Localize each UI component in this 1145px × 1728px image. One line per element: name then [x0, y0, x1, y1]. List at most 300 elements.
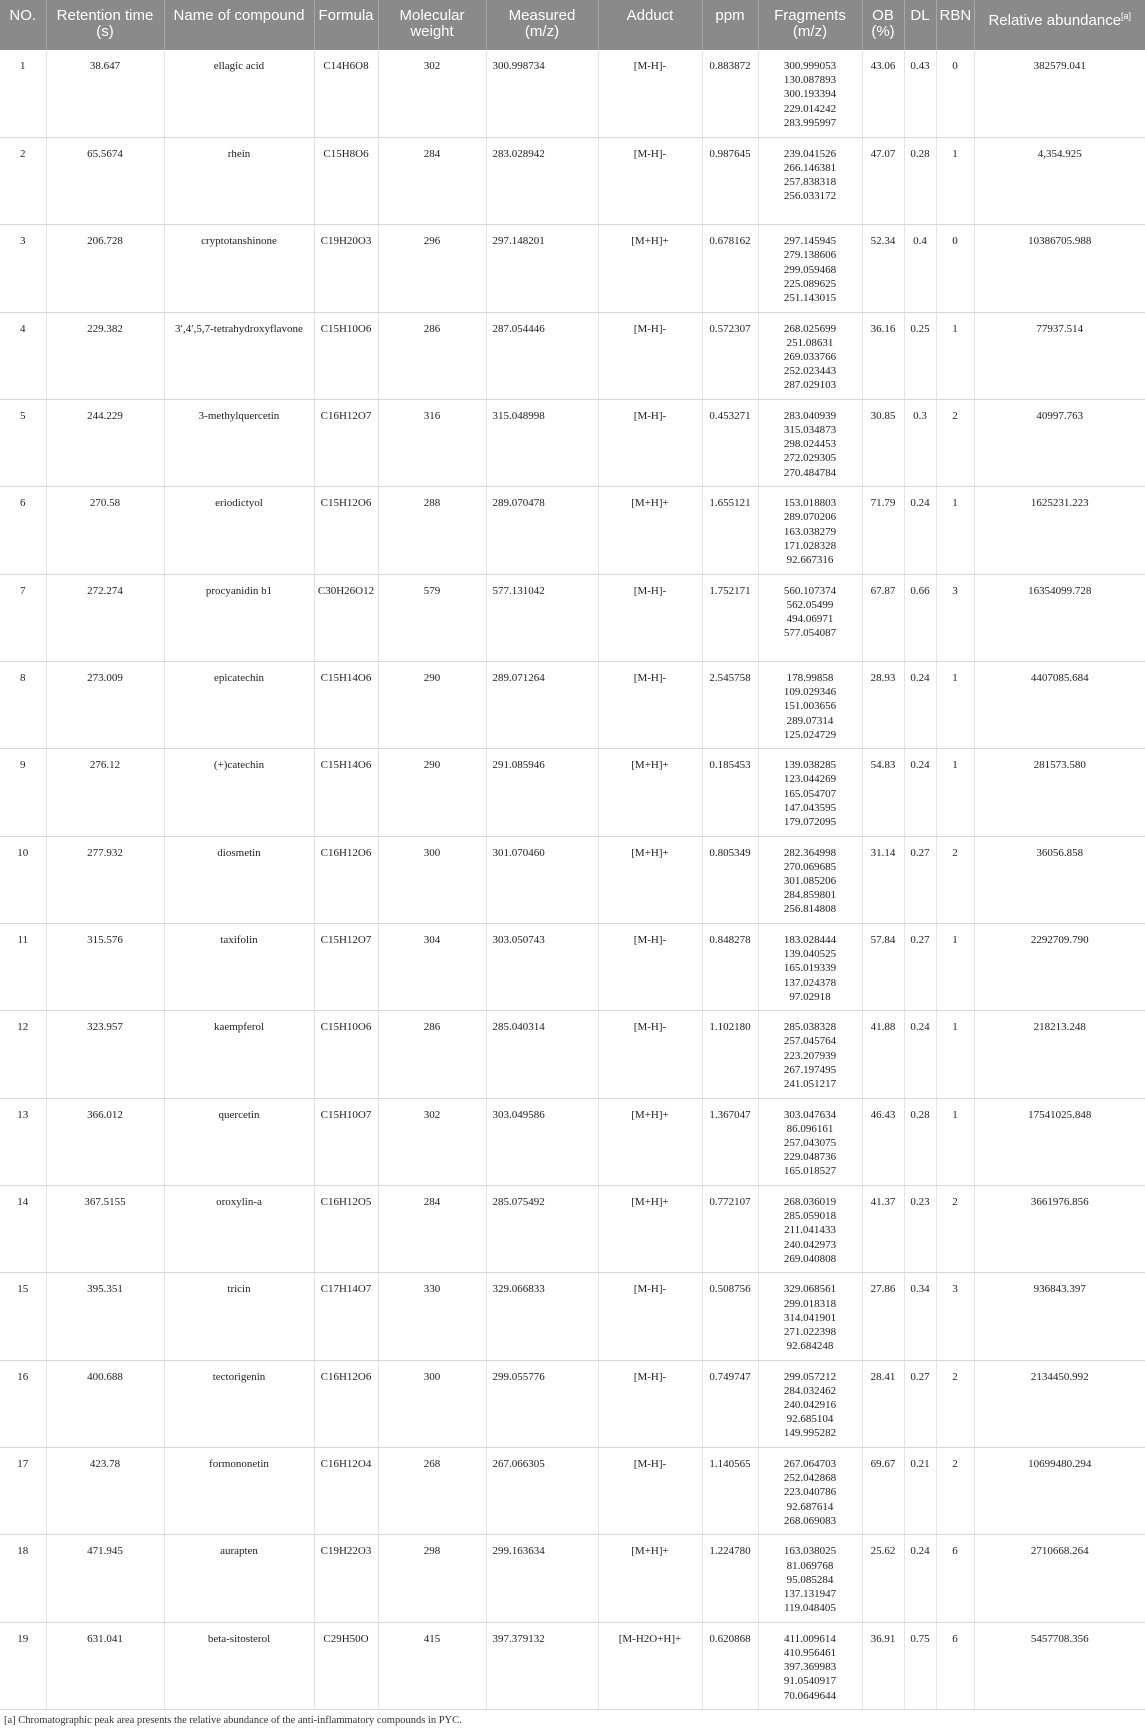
cell-compound-name: taxifolin: [164, 923, 314, 1010]
cell-no: 6: [0, 487, 46, 574]
cell-dl: 0.27: [904, 1360, 936, 1447]
fragment-value: 171.028328: [783, 539, 837, 552]
fragment-value: 285.059018: [783, 1210, 837, 1223]
fragment-value: 269.040808: [783, 1252, 837, 1265]
fragment-value: 225.089625: [783, 277, 837, 290]
fragment-value: 165.018527: [783, 1165, 837, 1178]
cell-formula: C14H6O8: [314, 50, 378, 137]
cell-ob: 28.41: [862, 1360, 904, 1447]
column-header-label: Retention time (s): [56, 7, 154, 40]
fragment-value: 130.087893: [783, 74, 837, 87]
cell-dl: 0.24: [904, 1535, 936, 1622]
cell-dl: 0.34: [904, 1273, 936, 1360]
cell-measured: 303.049586: [486, 1098, 598, 1185]
cell-formula: C17H14O7: [314, 1273, 378, 1360]
fragment-value: 283.995997: [783, 116, 837, 129]
cell-relative-abundance: 10699480.294: [974, 1448, 1145, 1535]
cell-ob: 27.86: [862, 1273, 904, 1360]
column-header-label: NO.: [9, 7, 37, 24]
cell-dl: 0.21: [904, 1448, 936, 1535]
cell-dl: 0.43: [904, 50, 936, 137]
cell-retention-time: 38.647: [46, 50, 164, 137]
cell-compound-name: ellagic acid: [164, 50, 314, 137]
cell-no: 5: [0, 399, 46, 486]
table-row: [0, 1098, 1145, 1185]
cell-formula: C16H12O6: [314, 1360, 378, 1447]
column-header-label: OB (%): [871, 7, 895, 40]
cell-ppm: 1.140565: [702, 1448, 758, 1535]
cell-molecular-weight: 288: [378, 487, 486, 574]
cell-dl: 0.23: [904, 1185, 936, 1272]
cell-adduct: [M-H2O+H]+: [598, 1622, 702, 1709]
column-header-label: Measured (m/z): [508, 7, 576, 40]
cell-ob: 25.62: [862, 1535, 904, 1622]
cell-ppm: 0.453271: [702, 399, 758, 486]
cell-no: 3: [0, 225, 46, 312]
cell-measured: 300.998734: [486, 50, 598, 137]
fragment-value: 109.029346: [783, 686, 837, 699]
cell-rbn: 1: [936, 923, 974, 1010]
cell-compound-name: rhein: [164, 137, 314, 224]
cell-retention-time: 276.12: [46, 749, 164, 836]
cell-ppm: 1.752171: [702, 574, 758, 661]
fragment-value: 329.068561: [783, 1283, 837, 1296]
fragment-value: 297.145945: [783, 235, 837, 248]
column-header-label: ppm: [715, 7, 745, 24]
table-row: [0, 836, 1145, 923]
cell-dl: 0.24: [904, 1011, 936, 1098]
cell-ppm: 0.749747: [702, 1360, 758, 1447]
fragment-value: 301.085206: [783, 875, 837, 887]
cell-adduct: [M-H]-: [598, 923, 702, 1010]
cell-molecular-weight: 296: [378, 225, 486, 312]
cell-adduct: [M-H]-: [598, 1448, 702, 1535]
cell-no: 18: [0, 1535, 46, 1622]
cell-compound-name: 3′,4′,5,7-tetrahydroxyflavone: [164, 312, 314, 399]
column-header-label: Relative abundance: [988, 12, 1122, 29]
fragment-value: 137.024378: [783, 976, 837, 989]
cell-formula: C16H12O5: [314, 1185, 378, 1272]
cell-rbn: 2: [936, 1360, 974, 1447]
cell-compound-name: formononetin: [164, 1448, 314, 1535]
cell-dl: 0.24: [904, 487, 936, 574]
fragment-value: 562.05499: [786, 598, 834, 611]
cell-retention-time: 277.932: [46, 836, 164, 923]
cell-ob: 41.88: [862, 1011, 904, 1098]
cell-molecular-weight: 300: [378, 836, 486, 923]
fragment-value: 86.096161: [786, 1122, 834, 1135]
column-header-label: Fragments (m/z): [774, 7, 846, 40]
fragment-value: 397.369983: [783, 1661, 837, 1674]
cell-adduct: [M-H]-: [598, 137, 702, 224]
cell-ob: 69.67: [862, 1448, 904, 1535]
cell-measured: 289.071264: [486, 661, 598, 748]
fragment-value: 270.484784: [783, 466, 837, 479]
cell-molecular-weight: 290: [378, 661, 486, 748]
cell-no: 2: [0, 137, 46, 224]
header-row: [0, 0, 1145, 50]
footnote-marker: [a]: [1121, 11, 1132, 21]
cell-molecular-weight: 268: [378, 1448, 486, 1535]
cell-retention-time: 323.957: [46, 1011, 164, 1098]
fragment-value: 240.042916: [783, 1399, 837, 1412]
cell-adduct: [M-H]-: [598, 1273, 702, 1360]
cell-fragments: [758, 487, 862, 574]
cell-formula: C15H14O6: [314, 661, 378, 748]
cell-rbn: 2: [936, 836, 974, 923]
cell-adduct: [M-H]-: [598, 50, 702, 137]
cell-fragments: [758, 836, 862, 923]
cell-adduct: [M+H]+: [598, 487, 702, 574]
cell-ppm: 1.102180: [702, 1011, 758, 1098]
cell-rbn: 0: [936, 225, 974, 312]
column-header-label: Adduct: [626, 7, 674, 24]
table-row: [0, 1535, 1145, 1622]
column-header: [936, 0, 974, 50]
fragment-value: 256.814808: [783, 903, 837, 916]
table-row: [0, 923, 1145, 1010]
cell-fragments: [758, 574, 862, 661]
cell-fragments: [758, 1535, 862, 1622]
cell-measured: 315.048998: [486, 399, 598, 486]
column-header: [0, 0, 46, 50]
fragment-value: 137.131947: [783, 1587, 837, 1600]
cell-relative-abundance: 40997.763: [974, 399, 1145, 486]
table-row: [0, 487, 1145, 574]
cell-rbn: 1: [936, 1098, 974, 1185]
cell-ob: 30.85: [862, 399, 904, 486]
cell-dl: 0.27: [904, 923, 936, 1010]
cell-dl: 0.24: [904, 749, 936, 836]
cell-ob: 57.84: [862, 923, 904, 1010]
cell-rbn: 6: [936, 1535, 974, 1622]
cell-dl: 0.3: [904, 399, 936, 486]
table-body: [0, 50, 1145, 1710]
table-footnote: [a] Chromatographic peak area presents the relative abundance of the anti-inflammatory compounds in PYC.: [4, 1715, 462, 1727]
fragment-value: 97.02918: [789, 990, 831, 1003]
fragment-value: 183.028444: [783, 933, 837, 946]
fragment-value: 272.029305: [783, 452, 837, 465]
cell-ob: 36.91: [862, 1622, 904, 1709]
cell-adduct: [M+H]+: [598, 749, 702, 836]
cell-adduct: [M-H]-: [598, 312, 702, 399]
fragment-value: 289.070206: [783, 511, 837, 524]
cell-fragments: [758, 1622, 862, 1709]
cell-relative-abundance: 1625231.223: [974, 487, 1145, 574]
cell-fragments: [758, 1273, 862, 1360]
cell-retention-time: 366.012: [46, 1098, 164, 1185]
cell-retention-time: 229.382: [46, 312, 164, 399]
table-row: [0, 574, 1145, 661]
cell-rbn: 6: [936, 1622, 974, 1709]
cell-relative-abundance: 2710668.264: [974, 1535, 1145, 1622]
table-row: [0, 137, 1145, 224]
cell-formula: C15H12O7: [314, 923, 378, 1010]
fragment-value: 91.0540917: [783, 1675, 837, 1688]
fragment-value: 139.038285: [783, 759, 837, 772]
fragment-value: 268.025699: [783, 322, 837, 335]
fragment-value: 268.036019: [783, 1195, 837, 1208]
cell-ppm: 1.655121: [702, 487, 758, 574]
cell-relative-abundance: 10386705.988: [974, 225, 1145, 312]
cell-fragments: [758, 137, 862, 224]
cell-formula: C15H14O6: [314, 749, 378, 836]
cell-ppm: 0.620868: [702, 1622, 758, 1709]
cell-molecular-weight: 302: [378, 50, 486, 137]
table-row: [0, 749, 1145, 836]
cell-molecular-weight: 579: [378, 574, 486, 661]
fragment-value: 125.024729: [783, 728, 837, 741]
fragment-value: 283.040939: [783, 409, 837, 422]
column-header: [378, 0, 486, 50]
cell-ppm: 0.678162: [702, 225, 758, 312]
cell-formula: C16H12O7: [314, 399, 378, 486]
cell-ppm: 2.545758: [702, 661, 758, 748]
cell-ppm: 0.572307: [702, 312, 758, 399]
fragment-value: 252.042868: [783, 1472, 837, 1485]
cell-compound-name: beta-sitosterol: [164, 1622, 314, 1709]
fragment-value: 163.038279: [783, 525, 837, 538]
fragment-value: 119.048405: [784, 1602, 836, 1615]
cell-fragments: [758, 661, 862, 748]
cell-measured: 291.085946: [486, 749, 598, 836]
cell-compound-name: procyanidin b1: [164, 574, 314, 661]
column-header: [758, 0, 862, 50]
fragment-value: 560.107374: [783, 584, 837, 597]
cell-rbn: 1: [936, 137, 974, 224]
cell-measured: 267.066305: [486, 1448, 598, 1535]
cell-compound-name: tricin: [164, 1273, 314, 1360]
cell-measured: 289.070478: [486, 487, 598, 574]
cell-dl: 0.75: [904, 1622, 936, 1709]
cell-formula: C15H10O6: [314, 312, 378, 399]
cell-no: 17: [0, 1448, 46, 1535]
table-row: [0, 1448, 1145, 1535]
fragment-value: 257.838318: [783, 176, 837, 189]
cell-dl: 0.28: [904, 1098, 936, 1185]
cell-no: 14: [0, 1185, 46, 1272]
cell-rbn: 2: [936, 1185, 974, 1272]
cell-fragments: [758, 50, 862, 137]
cell-ppm: 0.772107: [702, 1185, 758, 1272]
cell-retention-time: 400.688: [46, 1360, 164, 1447]
cell-adduct: [M-H]-: [598, 574, 702, 661]
column-header: [598, 0, 702, 50]
cell-formula: C19H22O3: [314, 1535, 378, 1622]
fragment-value: 229.048736: [783, 1151, 837, 1164]
fragment-value: 149.995282: [783, 1427, 837, 1440]
fragment-value: 165.054707: [783, 787, 837, 800]
table-row: [0, 1273, 1145, 1360]
cell-measured: 287.054446: [486, 312, 598, 399]
cell-rbn: 0: [936, 50, 974, 137]
column-header: [862, 0, 904, 50]
cell-ob: 43.06: [862, 50, 904, 137]
cell-compound-name: epicatechin: [164, 661, 314, 748]
cell-formula: C15H8O6: [314, 137, 378, 224]
table-row: [0, 50, 1145, 137]
cell-measured: 577.131042: [486, 574, 598, 661]
fragment-value: 314.041901: [783, 1311, 837, 1324]
cell-retention-time: 367.5155: [46, 1185, 164, 1272]
cell-ppm: 0.848278: [702, 923, 758, 1010]
cell-relative-abundance: 17541025.848: [974, 1098, 1145, 1185]
cell-ob: 52.34: [862, 225, 904, 312]
fragment-value: 211.041433: [784, 1224, 836, 1237]
fragment-value: 139.040525: [783, 948, 837, 961]
cell-fragments: [758, 225, 862, 312]
column-header: [904, 0, 936, 50]
fragment-value: 92.687614: [786, 1500, 834, 1513]
cell-compound-name: oroxylin-a: [164, 1185, 314, 1272]
cell-compound-name: (+)catechin: [164, 749, 314, 836]
cell-retention-time: 631.041: [46, 1622, 164, 1709]
cell-no: 12: [0, 1011, 46, 1098]
cell-fragments: [758, 923, 862, 1010]
fragment-value: 95.085284: [786, 1573, 834, 1586]
fragment-value: 299.057212: [783, 1370, 837, 1383]
cell-fragments: [758, 1360, 862, 1447]
cell-relative-abundance: 382579.041: [974, 50, 1145, 137]
fragment-value: 252.023443: [783, 365, 837, 378]
cell-measured: 285.040314: [486, 1011, 598, 1098]
fragment-value: 279.138606: [783, 249, 837, 262]
column-header: [702, 0, 758, 50]
fragment-value: 299.059468: [783, 263, 837, 276]
cell-molecular-weight: 316: [378, 399, 486, 486]
cell-formula: C15H12O6: [314, 487, 378, 574]
cell-relative-abundance: 4,354.925: [974, 137, 1145, 224]
cell-formula: C19H20O3: [314, 225, 378, 312]
cell-dl: 0.24: [904, 661, 936, 748]
cell-compound-name: 3-methylquercetin: [164, 399, 314, 486]
table-row: [0, 1011, 1145, 1098]
cell-no: 10: [0, 836, 46, 923]
cell-relative-abundance: 2292709.790: [974, 923, 1145, 1010]
cell-compound-name: diosmetin: [164, 836, 314, 923]
cell-retention-time: 244.229: [46, 399, 164, 486]
cell-rbn: 1: [936, 749, 974, 836]
fragment-value: 178.99858: [786, 671, 834, 684]
fragment-value: 179.072095: [783, 816, 837, 829]
cell-compound-name: aurapten: [164, 1535, 314, 1622]
cell-retention-time: 65.5674: [46, 137, 164, 224]
fragment-value: 223.040786: [783, 1486, 837, 1499]
table-row: [0, 399, 1145, 486]
cell-retention-time: 272.274: [46, 574, 164, 661]
cell-relative-abundance: 936843.397: [974, 1273, 1145, 1360]
cell-molecular-weight: 304: [378, 923, 486, 1010]
fragment-value: 494.06971: [786, 612, 834, 625]
cell-relative-abundance: 3661976.856: [974, 1185, 1145, 1272]
cell-fragments: [758, 749, 862, 836]
fragment-value: 256.033172: [783, 190, 837, 203]
cell-formula: C30H26O12: [314, 574, 378, 661]
table-row: [0, 225, 1145, 312]
cell-compound-name: kaempferol: [164, 1011, 314, 1098]
cell-adduct: [M-H]-: [598, 1011, 702, 1098]
cell-ob: 54.83: [862, 749, 904, 836]
cell-measured: 397.379132: [486, 1622, 598, 1709]
fragment-value: 239.041526: [783, 147, 837, 160]
fragment-value: 92.684248: [786, 1340, 834, 1353]
table-header: [0, 0, 1145, 50]
cell-relative-abundance: 281573.580: [974, 749, 1145, 836]
cell-ppm: 1.224780: [702, 1535, 758, 1622]
cell-rbn: 1: [936, 487, 974, 574]
fragment-value: 410.956461: [783, 1646, 837, 1659]
cell-fragments: [758, 1185, 862, 1272]
cell-ppm: 0.883872: [702, 50, 758, 137]
fragment-value: 284.859801: [783, 889, 837, 902]
cell-no: 16: [0, 1360, 46, 1447]
cell-rbn: 1: [936, 661, 974, 748]
cell-compound-name: eriodictyol: [164, 487, 314, 574]
cell-adduct: [M-H]-: [598, 399, 702, 486]
fragment-value: 284.032462: [783, 1384, 837, 1397]
cell-rbn: 3: [936, 574, 974, 661]
cell-adduct: [M+H]+: [598, 225, 702, 312]
fragment-value: 241.051217: [783, 1078, 837, 1091]
fragment-value: 251.08631: [786, 336, 834, 349]
cell-relative-abundance: 218213.248: [974, 1011, 1145, 1098]
cell-molecular-weight: 284: [378, 137, 486, 224]
cell-molecular-weight: 284: [378, 1185, 486, 1272]
fragment-value: 268.069083: [783, 1514, 837, 1527]
table-row: [0, 661, 1145, 748]
cell-molecular-weight: 415: [378, 1622, 486, 1709]
fragment-value: 70.0649644: [783, 1689, 837, 1702]
table-row: [0, 1360, 1145, 1447]
cell-compound-name: cryptotanshinone: [164, 225, 314, 312]
cell-retention-time: 423.78: [46, 1448, 164, 1535]
cell-rbn: 2: [936, 1448, 974, 1535]
cell-no: 7: [0, 574, 46, 661]
cell-rbn: 1: [936, 1011, 974, 1098]
cell-ob: 36.16: [862, 312, 904, 399]
cell-no: 13: [0, 1098, 46, 1185]
cell-molecular-weight: 300: [378, 1360, 486, 1447]
fragment-value: 270.069685: [783, 860, 837, 873]
cell-formula: C15H10O6: [314, 1011, 378, 1098]
cell-molecular-weight: 298: [378, 1535, 486, 1622]
cell-retention-time: 206.728: [46, 225, 164, 312]
cell-measured: 297.148201: [486, 225, 598, 312]
fragment-value: 577.054087: [783, 627, 837, 640]
cell-no: 1: [0, 50, 46, 137]
cell-ob: 47.07: [862, 137, 904, 224]
cell-no: 8: [0, 661, 46, 748]
cell-no: 11: [0, 923, 46, 1010]
cell-ppm: 0.508756: [702, 1273, 758, 1360]
cell-measured: 283.028942: [486, 137, 598, 224]
cell-fragments: [758, 1011, 862, 1098]
fragment-value: 257.043075: [783, 1137, 837, 1150]
column-header: [314, 0, 378, 50]
cell-molecular-weight: 286: [378, 1011, 486, 1098]
table-row: [0, 312, 1145, 399]
cell-measured: 285.075492: [486, 1185, 598, 1272]
cell-adduct: [M+H]+: [598, 1098, 702, 1185]
cell-rbn: 2: [936, 399, 974, 486]
cell-relative-abundance: 2134450.992: [974, 1360, 1145, 1447]
cell-molecular-weight: 290: [378, 749, 486, 836]
fragment-value: 163.038025: [783, 1545, 837, 1558]
cell-molecular-weight: 286: [378, 312, 486, 399]
fragment-value: 267.197495: [783, 1063, 837, 1076]
cell-formula: C16H12O4: [314, 1448, 378, 1535]
cell-fragments: [758, 399, 862, 486]
